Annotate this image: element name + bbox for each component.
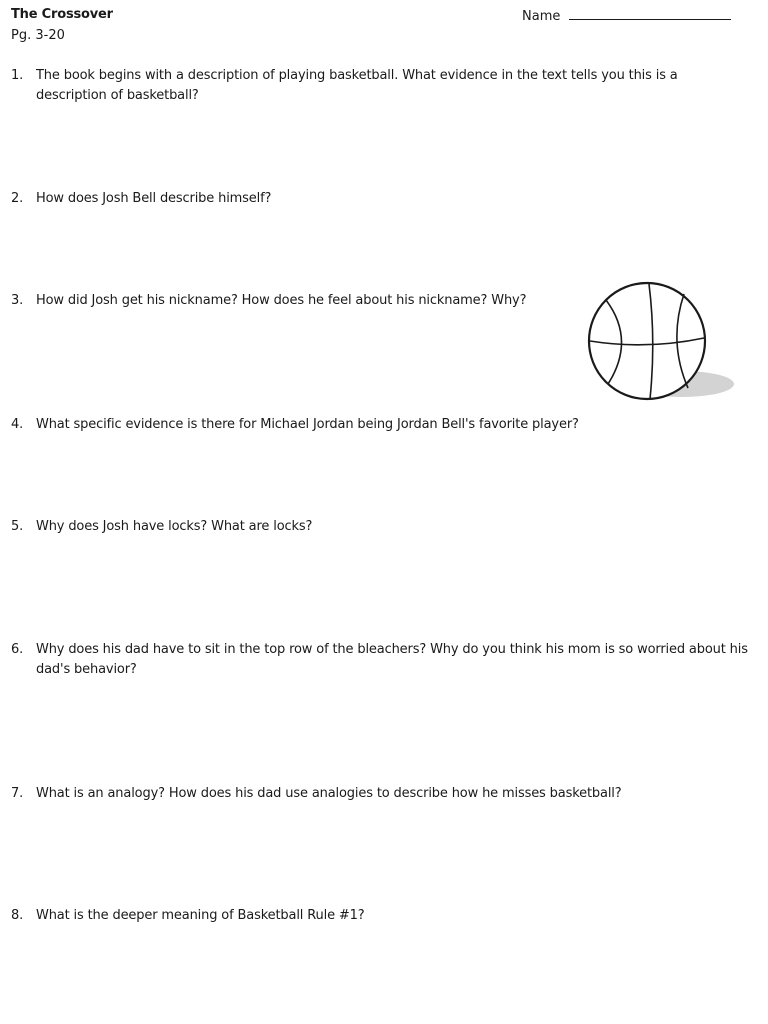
question-3 [11, 291, 581, 311]
question-number: 3. [11, 293, 24, 308]
name-blank-line[interactable] [569, 7, 731, 20]
page-range: Pg. 3-20 [11, 28, 65, 43]
question-number: 2. [11, 191, 24, 206]
question-text: How did Josh get his nickname? How does he feel about his nickname? Why? [36, 293, 527, 308]
basketball-icon [584, 280, 736, 404]
question-number: 8. [11, 908, 24, 923]
question-4 [11, 415, 711, 435]
question-number: 6. [11, 642, 24, 657]
question-text: What is the deeper meaning of Basketball Rule #1? [36, 908, 365, 923]
question-text: What specific evidence is there for Michael Jordan being Jordan Bell's favorite player? [36, 417, 579, 432]
question-text: Why does his dad have to sit in the top row of the bleachers? Why do you think his mom is so worried about his dad's behavior? [36, 642, 748, 677]
question-7 [11, 784, 711, 804]
question-text: Why does Josh have locks? What are locks? [36, 519, 313, 534]
question-number: 1. [11, 68, 24, 83]
question-2 [11, 189, 701, 209]
question-1 [11, 66, 701, 106]
question-6 [11, 640, 763, 680]
question-number: 4. [11, 417, 24, 432]
question-8 [11, 906, 701, 926]
question-number: 7. [11, 786, 24, 801]
question-number: 5. [11, 519, 24, 534]
question-text: What is an analogy? How does his dad use analogies to describe how he misses basketball? [36, 786, 622, 801]
question-text: How does Josh Bell describe himself? [36, 191, 272, 206]
question-text: The book begins with a description of playing basketball. What evidence in the text tells you this is a description of basketball? [36, 68, 678, 103]
worksheet-title: The Crossover [11, 7, 113, 22]
question-5 [11, 517, 701, 537]
name-field [522, 7, 731, 24]
name-label: Name [522, 9, 561, 24]
